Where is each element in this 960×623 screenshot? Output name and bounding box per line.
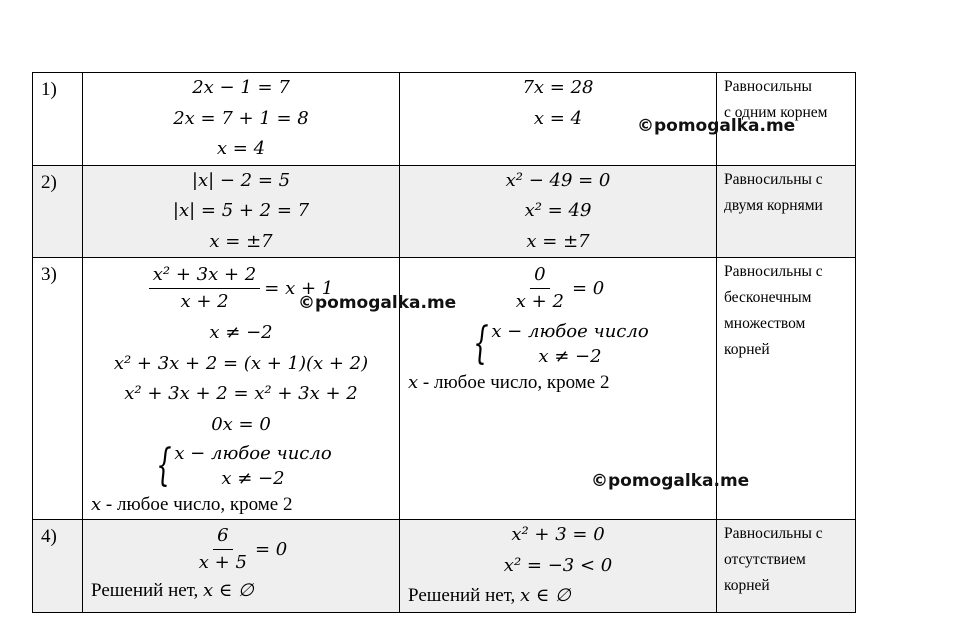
equation-line: |x| = 5 + 2 = 7 [172, 200, 310, 221]
answer-math: x ∈ ∅ [520, 585, 571, 606]
answer-variable: x [91, 494, 102, 515]
table-row [33, 520, 856, 613]
equations-table [32, 72, 856, 613]
equation-line: 7x = 28 [522, 77, 594, 98]
fraction-numerator: x² + 3x + 2 [149, 262, 260, 289]
equation-cell [400, 520, 717, 613]
row-number: 2) [33, 165, 83, 258]
fraction-denominator: x + 2 [180, 290, 229, 312]
row-number: 3) [33, 258, 83, 520]
answer-variable: x [408, 372, 419, 393]
equation-line: x = 4 [533, 107, 583, 129]
fraction-denominator: x + 5 [198, 551, 247, 573]
conclusion-line: Равносильны с [724, 263, 823, 280]
fraction [149, 262, 260, 315]
answer-text: Решений нет, [408, 585, 521, 606]
equation-system [400, 318, 716, 370]
equation-line: x² = −3 < 0 [503, 554, 613, 576]
conclusion-line: Равносильны с [724, 525, 823, 542]
answer-line [83, 492, 399, 518]
equation-cell [83, 165, 400, 258]
row-number: 1) [33, 73, 83, 166]
conclusion-line: множеством [724, 315, 806, 332]
system-line: x − любое число [491, 321, 649, 342]
equation-line: x = ±7 [209, 230, 273, 252]
fraction [195, 523, 251, 576]
equation-line: |x| − 2 = 5 [191, 169, 291, 191]
table-row [33, 165, 856, 258]
row-number: 4) [33, 520, 83, 613]
answer-text: - любое число, кроме 2 [418, 372, 610, 393]
equation-line: x = 4 [216, 138, 266, 159]
equation-line: 2x − 1 = 7 [192, 77, 290, 98]
fraction-numerator: 6 [213, 523, 232, 550]
conclusion-line: с одним корнем [724, 104, 828, 121]
system-line: x ≠ −2 [221, 468, 285, 489]
equation-line: 0x = 0 [211, 413, 271, 435]
answer-text: - любое число, кроме 2 [101, 494, 293, 515]
watermark: ©pomogalka.me [591, 471, 750, 491]
equation-system [83, 440, 399, 492]
answer-line [400, 370, 716, 396]
fraction [512, 262, 568, 315]
equation-line: 2x = 7 + 1 = 8 [173, 107, 309, 129]
equation-cell [83, 73, 400, 166]
conclusion-cell [717, 165, 856, 258]
watermark: ©pomogalka.me [637, 116, 796, 136]
equation-line: x² + 3x + 2 = x² + 3x + 2 [124, 383, 358, 404]
brace-icon: { [156, 440, 173, 491]
fraction-numerator: 0 [530, 262, 549, 289]
equation-line: x = ±7 [526, 230, 590, 252]
fraction-equation [83, 520, 399, 578]
conclusion-line: Равносильны [724, 78, 812, 95]
fraction-rhs: = x + 1 [264, 277, 334, 299]
watermark: ©pomogalka.me [298, 293, 457, 313]
equation-line: x ≠ −2 [209, 322, 273, 343]
answer-line [400, 581, 716, 612]
answer-text: Решений нет, [91, 580, 204, 601]
conclusion-cell [717, 520, 856, 613]
equation-line: x² = 49 [524, 200, 592, 221]
conclusion-line: отсутствием [724, 551, 806, 568]
equation-cell [83, 520, 400, 613]
fraction-denominator: x + 2 [515, 290, 564, 312]
conclusion-line: корней [724, 341, 770, 358]
system-line: x ≠ −2 [538, 346, 602, 367]
equation-cell [400, 165, 717, 258]
fraction-rhs: = 0 [571, 277, 605, 299]
conclusion-line: двумя корнями [724, 196, 823, 214]
conclusion-line: корней [724, 577, 770, 594]
fraction-rhs: = 0 [254, 538, 288, 560]
equation-line: x² + 3 = 0 [511, 524, 605, 545]
conclusion-line: Равносильны с [724, 170, 823, 188]
system-line: x − любое число [174, 443, 332, 464]
answer-math: x ∈ ∅ [203, 580, 254, 601]
equation-line: x² + 3x + 2 = (x + 1)(x + 2) [113, 352, 369, 374]
brace-icon: { [473, 318, 490, 369]
conclusion-line: бесконечным [724, 289, 812, 306]
equation-line: x² − 49 = 0 [505, 169, 611, 191]
answer-line [83, 578, 399, 604]
